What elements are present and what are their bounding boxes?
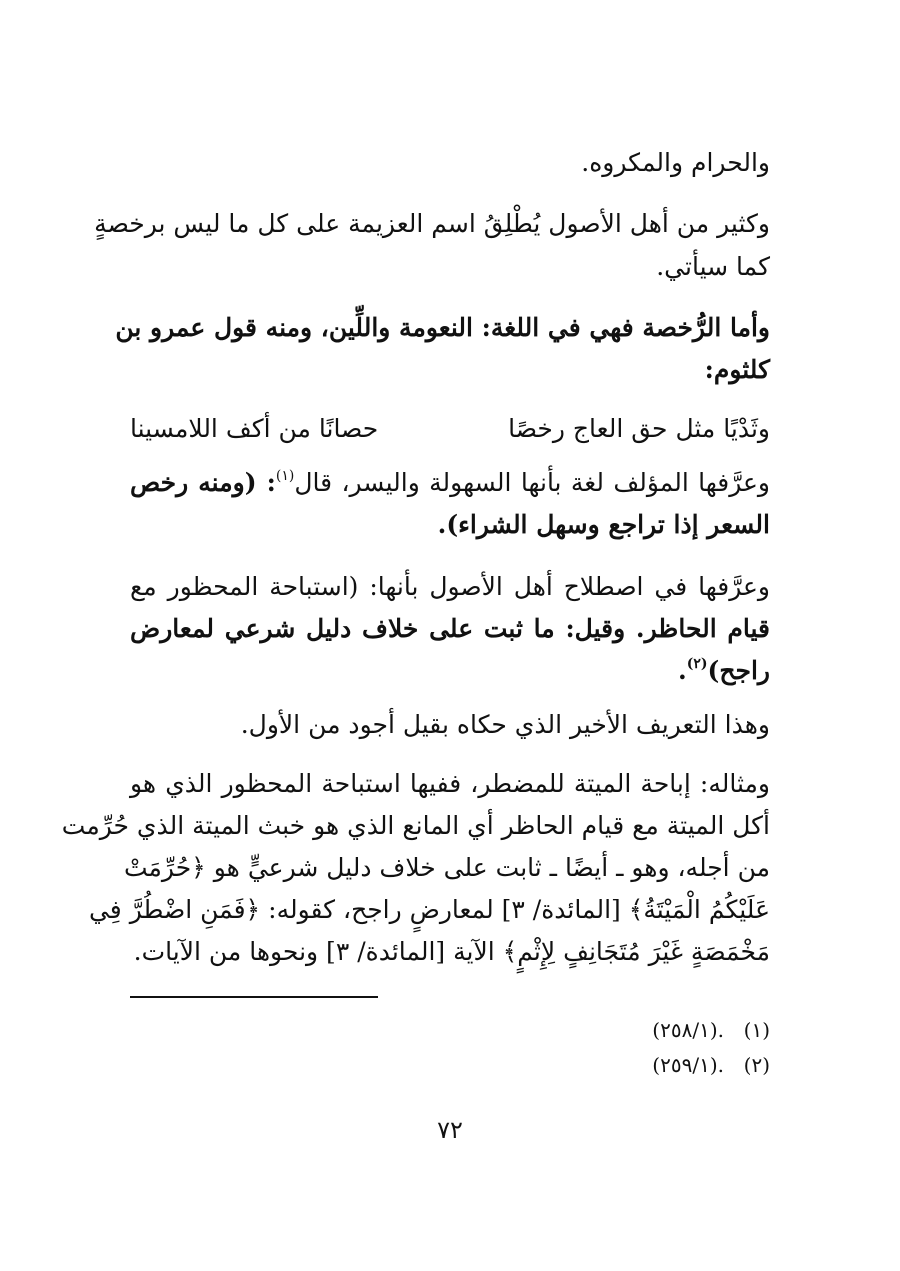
text-line-4: وأما الرُّخصة فهي في اللغة: النعومة واللِّين، ومنه قول عمرو بن	[115, 313, 770, 342]
text-line-10: قيام الحاظر. وقيل: ما ثبت على خلاف دليل شرعي لمعارض	[130, 614, 770, 643]
footnote-1	[130, 1015, 770, 1045]
text-line-3: كما سيأتي.	[656, 252, 770, 281]
footnote-2	[130, 1050, 770, 1080]
text-line-8: السعر إذا تراجع وسهل الشراء).	[437, 510, 770, 539]
verse-first-hemistich: وثَدْيًا مثل حق العاج رخصًا	[508, 414, 770, 443]
text-line-12: وهذا التعريف الأخير الذي حكاه بقيل أجود من الأول.	[240, 710, 770, 739]
footnote-separator	[130, 996, 378, 998]
footnote-text: .(٢٥٨/١)	[652, 1018, 724, 1042]
text-segment-bold: : (ومنه رخص	[130, 468, 276, 497]
footnote-ref-1: (١)	[275, 468, 295, 484]
text-segment: .	[678, 656, 687, 685]
verse-second-hemistich: حصانًا من أكف اللامسينا	[130, 414, 379, 443]
text-line-7	[130, 462, 770, 504]
footnote-number: (١)	[743, 1018, 770, 1042]
text-line-15: من أجله، وهو ـ أيضًا ـ ثابت على خلاف دليل شرعيٍّ هو ﴿حُرِّمَتْ	[123, 853, 770, 882]
text-line-16: عَلَيْكُمُ الْمَيْتَةُ﴾ [المائدة/ ٣] لمعارضٍ راجح، كقوله: ﴿فَمَنِ اضْطُرَّ فِي	[88, 895, 770, 924]
text-line-5: كلثوم:	[704, 355, 770, 384]
page-number: ٧٢	[437, 1116, 463, 1144]
text-line-13: ومثاله: إباحة الميتة للمضطر، ففيها استباحة المحظور الذي هو	[130, 769, 770, 798]
text-line-17: مَخْمَصَةٍ غَيْرَ مُتَجَانِفٍ لِإِثْمٍ﴾ الآية [المائدة/ ٣] ونحوها من الآيات.	[133, 937, 770, 966]
text-segment: وعرَّفها المؤلف لغة بأنها السهولة واليسر، قال	[294, 468, 771, 497]
text-line-1: والحرام والمكروه.	[581, 148, 770, 177]
text-line-2: وكثير من أهل الأصول يُطْلِقُ اسم العزيمة على كل ما ليس برخصةٍ	[94, 209, 770, 238]
text-segment-bold: راجح)	[707, 656, 770, 685]
poem-verse	[130, 408, 770, 450]
footnote-ref-2: (٢)	[686, 656, 708, 672]
text-line-14: أكل الميتة مع قيام الحاظر أي المانع الذي هو خبث الميتة الذي حُرِّمت	[61, 811, 770, 840]
text-line-9: وعرَّفها في اصطلاح أهل الأصول بأنها: (استباحة المحظور مع	[130, 572, 770, 601]
text-line-11	[130, 650, 770, 692]
footnote-text: .(٢٥٩/١)	[652, 1053, 724, 1077]
footnote-number: (٢)	[743, 1053, 770, 1077]
